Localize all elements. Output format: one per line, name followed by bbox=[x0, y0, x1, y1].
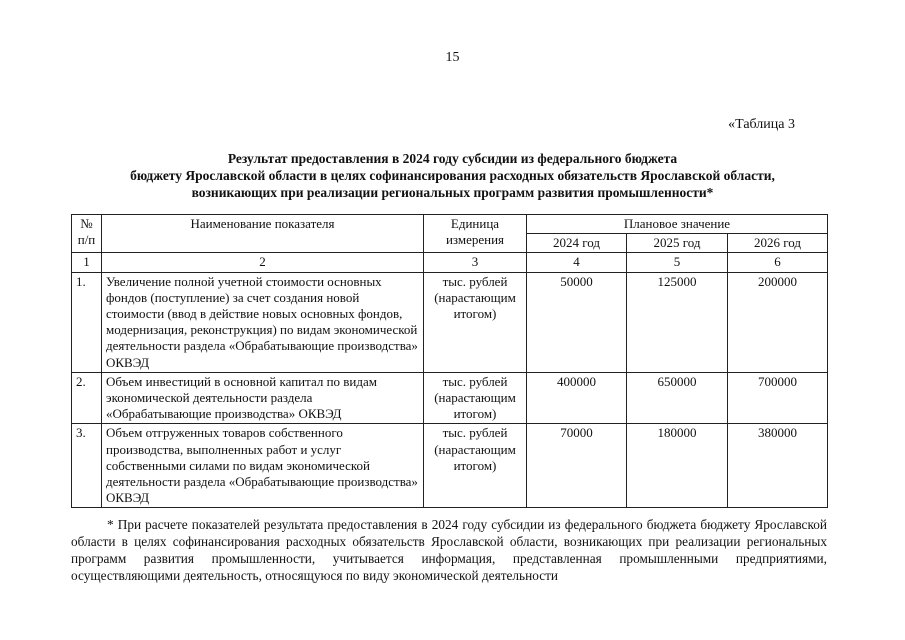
unit-of-measure: тыс. рублей (нарастающим итогом) bbox=[424, 424, 527, 508]
value-2025: 650000 bbox=[627, 372, 728, 424]
indicator-name: Объем отгруженных товаров собственного производства, выполненных работ и услуг собственными силами по видам экономической деятельности раздела «Обрабатывающие производства» ОКВЭД bbox=[102, 424, 424, 508]
header-unit: Единица измерения bbox=[424, 215, 527, 253]
results-table bbox=[71, 214, 828, 508]
value-2026: 200000 bbox=[728, 272, 828, 372]
col-number-6: 6 bbox=[728, 253, 828, 272]
table-row bbox=[72, 424, 828, 508]
value-2025: 180000 bbox=[627, 424, 728, 508]
title-line-2: бюджету Ярославской области в целях софинансирования расходных обязательств Ярославской области, bbox=[130, 168, 775, 183]
document-title bbox=[70, 150, 835, 201]
row-number: 1. bbox=[72, 272, 102, 372]
header-name: Наименование показателя bbox=[102, 215, 424, 253]
value-2026: 380000 bbox=[728, 424, 828, 508]
table-reference: «Таблица 3 bbox=[728, 117, 795, 132]
col-number-4: 4 bbox=[527, 253, 627, 272]
header-row-1 bbox=[72, 215, 828, 234]
value-2024: 70000 bbox=[527, 424, 627, 508]
table-row bbox=[72, 372, 828, 424]
indicator-name: Объем инвестиций в основной капитал по видам экономической деятельности раздела «Обрабатывающие производства» ОКВЭД bbox=[102, 372, 424, 424]
title-line-3: возникающих при реализации региональных программ развития промышленности* bbox=[191, 185, 714, 200]
row-number: 3. bbox=[72, 424, 102, 508]
header-num: № п/п bbox=[72, 215, 102, 253]
value-2025: 125000 bbox=[627, 272, 728, 372]
title-line-1: Результат предоставления в 2024 году субсидии из федерального бюджета bbox=[227, 151, 678, 166]
unit-of-measure: тыс. рублей (нарастающим итогом) bbox=[424, 272, 527, 372]
footnote-text: * При расчете показателей результата предоставления в 2024 году субсидии из федерального бюджета бюджету Ярославской области в целях софинансирования расходных обязательств Ярославской области, возникающих при реализации региональных программ развития промышленности, учитывается информация, представленная промышленными предприятиями, осуществляющими деятельность, относящуюся по виду экономической деятельности bbox=[71, 517, 827, 583]
value-2024: 50000 bbox=[527, 272, 627, 372]
header-year-2026: 2026 год bbox=[728, 234, 828, 253]
value-2026: 700000 bbox=[728, 372, 828, 424]
col-number-1: 1 bbox=[72, 253, 102, 272]
row-number: 2. bbox=[72, 372, 102, 424]
footnote bbox=[71, 516, 827, 584]
header-year-2024: 2024 год bbox=[527, 234, 627, 253]
value-2024: 400000 bbox=[527, 372, 627, 424]
header-year-2025: 2025 год bbox=[627, 234, 728, 253]
header-planned-value: Плановое значение bbox=[527, 215, 828, 234]
indicator-name: Увеличение полной учетной стоимости основных фондов (поступление) за счет создания новой стоимости (ввод в действие новых основных фондов, модернизация, реконструкция) по видам экономической деятельности раздела «Обрабатывающие производства» ОКВЭД bbox=[102, 272, 424, 372]
column-number-row bbox=[72, 253, 828, 272]
page-number: 15 bbox=[445, 50, 460, 65]
unit-of-measure: тыс. рублей (нарастающим итогом) bbox=[424, 372, 527, 424]
table-row bbox=[72, 272, 828, 372]
col-number-2: 2 bbox=[102, 253, 424, 272]
col-number-3: 3 bbox=[424, 253, 527, 272]
col-number-5: 5 bbox=[627, 253, 728, 272]
